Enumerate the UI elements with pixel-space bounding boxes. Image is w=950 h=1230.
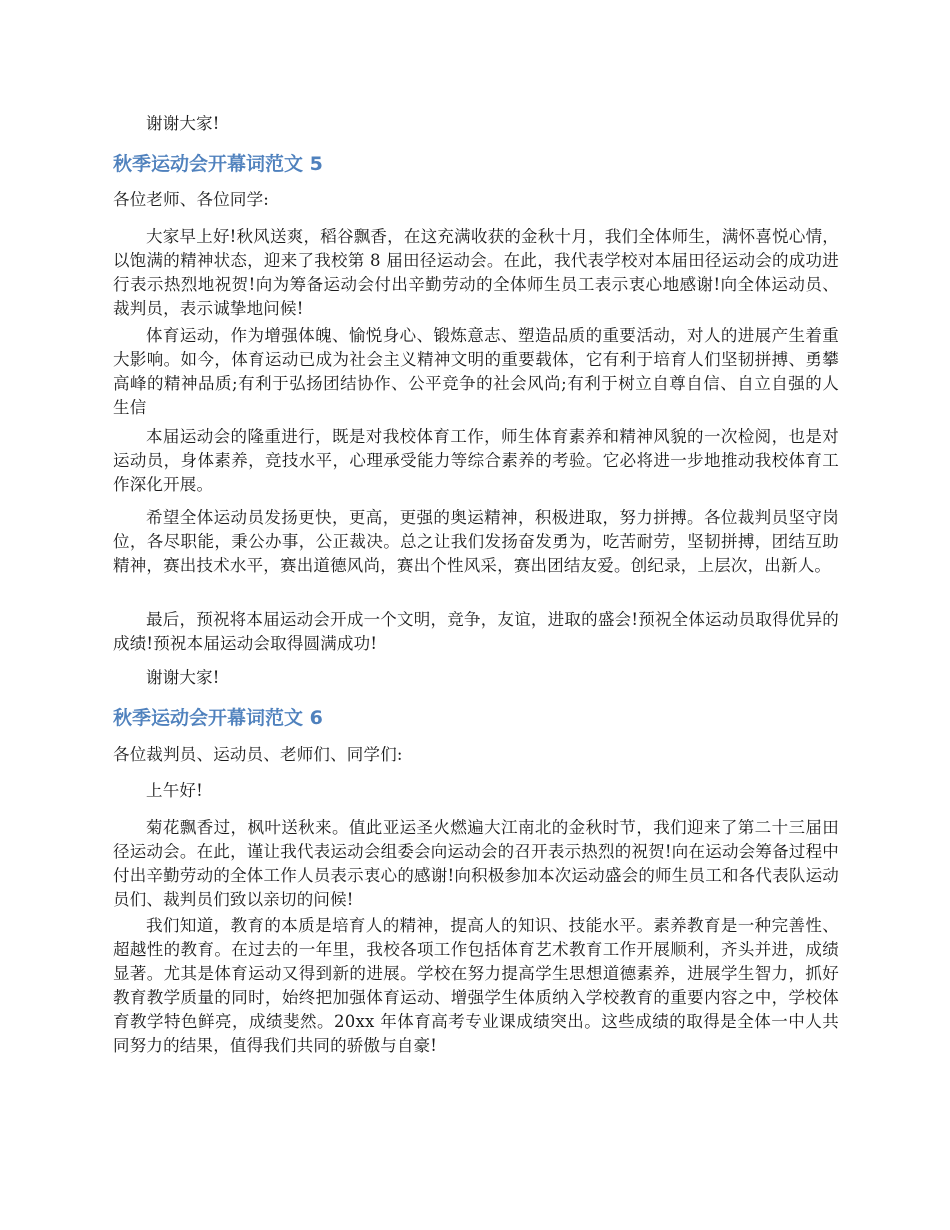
section-heading: 秋季运动会开幕词范文 6 — [113, 707, 323, 729]
closing-thanks-top — [113, 112, 839, 136]
section-5-paragraph-3 — [113, 425, 839, 497]
section-6-paragraph-2 — [113, 914, 839, 1058]
paragraph: 大家早上好!秋风送爽，稻谷飘香，在这充满收获的金秋十月，我们全体师生，满怀喜悦心情，以饱满的精神状态，迎来了我校第 8 届田径运动会。在此，我代表学校对本届田径运动会的成功进行表示热烈地祝贺!向为筹备运动会付出辛勤劳动的全体师生员工表示衷心地感谢!向全体运动员、裁判员，表示诚挚地问候! — [113, 227, 839, 318]
salutation: 各位裁判员、运动员、老师们、同学们: — [113, 745, 403, 764]
section-5-heading-block — [113, 151, 839, 177]
paragraph: 希望全体运动员发扬更快，更高，更强的奥运精神，积极进取，努力拼搏。各位裁判员坚守岗位，各尽职能，秉公办事，公正裁决。总之让我们发扬奋发勇为，吃苦耐劳，坚韧拼搏，团结互助精神，赛出技术水平，赛出道德风尚，赛出个性风采，赛出团结友爱。创纪录，上层次，出新人。 — [113, 508, 839, 575]
paragraph: 谢谢大家! — [146, 668, 220, 687]
section-6-salutation — [113, 743, 839, 767]
section-5-paragraph-2 — [113, 324, 839, 420]
section-5-paragraph-5 — [113, 608, 839, 656]
section-5-paragraph-4 — [113, 506, 839, 578]
section-6-greeting — [113, 779, 839, 803]
paragraph: 菊花飘香过，枫叶送秋来。值此亚运圣火燃遍大江南北的金秋时节，我们迎来了第二十三届田径运动会。在此，谨让我代表运动会组委会向运动会的召开表示热烈的祝贺!向在运动会筹备过程中付出辛勤劳动的全体工作人员表示衷心的感谢!向积极参加本次运动盛会的师生员工和各代表队运动员们、裁判员们致以亲切的问候! — [113, 818, 839, 909]
paragraph: 体育运动，作为增强体魄、愉悦身心、锻炼意志、塑造品质的重要活动，对人的进展产生着重大影响。如今，体育运动已成为社会主义精神文明的重要载体，它有利于培育人们坚韧拼搏、勇攀高峰的精神品质;有利于弘扬团结协作、公平竞争的社会风尚;有利于树立自尊自信、自立自强的人生信 — [113, 326, 839, 417]
paragraph: 本届运动会的隆重进行，既是对我校体育工作，师生体育素养和精神风貌的一次检阅，也是对运动员，身体素养，竞技水平，心理承受能力等综合素养的考验。它必将进一步地推动我校体育工作深化开展。 — [113, 427, 839, 494]
section-5-salutation — [113, 188, 839, 212]
section-heading: 秋季运动会开幕词范文 5 — [113, 153, 323, 175]
section-5-closing — [113, 666, 839, 690]
section-6-paragraph-1 — [113, 816, 839, 912]
paragraph: 谢谢大家! — [146, 114, 220, 133]
section-5-paragraph-1 — [113, 225, 839, 321]
section-6-heading-block — [113, 705, 839, 731]
paragraph: 上午好! — [146, 781, 203, 800]
paragraph: 最后，预祝将本届运动会开成一个文明，竞争，友谊，进取的盛会!预祝全体运动员取得优异的成绩!预祝本届运动会取得圆满成功! — [113, 610, 839, 653]
salutation: 各位老师、各位同学: — [113, 190, 270, 209]
paragraph: 我们知道，教育的本质是培育人的精神，提高人的知识、技能水平。素养教育是一种完善性、超越性的教育。在过去的一年里，我校各项工作包括体育艺术教育工作开展顺利，齐头并进，成绩显著。尤其是体育运动又得到新的进展。学校在努力提高学生思想道德素养，进展学生智力，抓好教育教学质量的同时，始终把加强体育运动、增强学生体质纳入学校教育的重要内容之中，学校体育教学特色鲜亮，成绩斐然。20xx 年体育高考专业课成绩突出。这些成绩的取得是全体一中人共同努力的结果，值得我们共同的骄傲与自豪! — [113, 916, 839, 1055]
